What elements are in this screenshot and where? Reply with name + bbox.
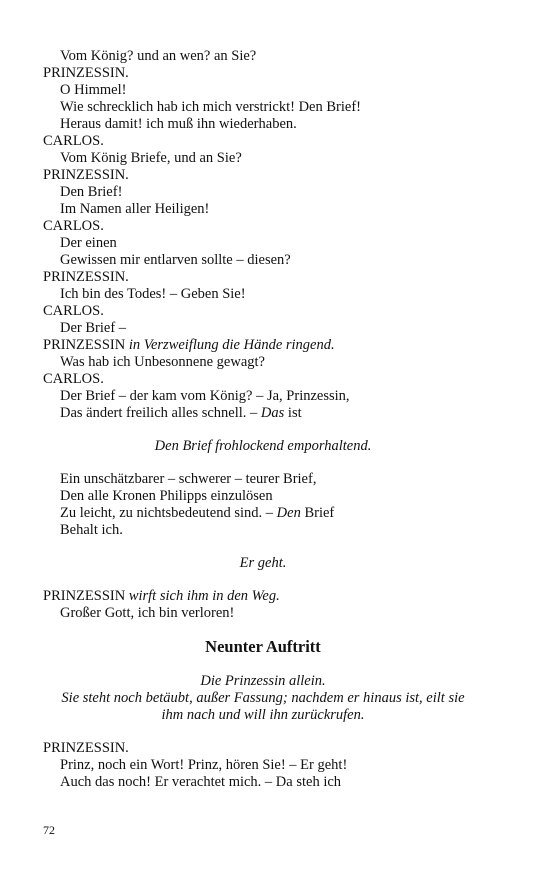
speaker-name: PRINZESSIN. [43, 269, 129, 285]
verse-line: Der Brief – der kam vom König? – Ja, Prinzessin, [60, 388, 350, 404]
verse-line: Im Namen aller Heiligen! [60, 201, 210, 217]
verse-line [60, 505, 334, 522]
verse-line [60, 405, 302, 422]
speaker-with-direction [43, 337, 335, 354]
verse-line: Auch das noch! Er verachtet mich. – Da steh ich [60, 774, 342, 790]
verse-line: Ich bin des Todes! – Geben Sie! [60, 286, 246, 302]
speaker-name: PRINZESSIN [43, 588, 129, 604]
stage-direction: ihm nach und will ihn zurückrufen. [161, 707, 365, 723]
verse-line: Vom König? und an wen? an Sie? [60, 48, 257, 64]
stage-direction: Er geht. [239, 555, 287, 571]
verse-line: Den Brief! [60, 184, 123, 200]
verse-text: ist [284, 405, 302, 421]
speaker-name: PRINZESSIN. [43, 65, 129, 81]
speaker-name: PRINZESSIN. [43, 167, 129, 183]
speaker-name: PRINZESSIN [43, 337, 129, 353]
speaker-name: CARLOS. [43, 303, 104, 319]
verse-line: O Himmel! [60, 82, 127, 98]
verse-line: Großer Gott, ich bin verloren! [60, 605, 235, 621]
speaker-name: PRINZESSIN. [43, 740, 129, 756]
verse-line: Gewissen mir entlarven sollte – diesen? [60, 252, 291, 268]
verse-line: Der Brief – [60, 320, 127, 336]
verse-line: Vom König Briefe, und an Sie? [60, 150, 242, 166]
speaker-name: CARLOS. [43, 133, 104, 149]
verse-text: Das ändert freilich alles schnell. – [60, 405, 261, 421]
verse-line: Heraus damit! ich muß ihn wiederhaben. [60, 116, 297, 132]
verse-line: Den alle Kronen Philipps einzulösen [60, 488, 273, 504]
page-number: 72 [43, 823, 55, 837]
verse-line: Prinz, noch ein Wort! Prinz, hören Sie! – Er geht! [60, 757, 348, 773]
stage-direction: Die Prinzessin allein. [200, 673, 326, 689]
stage-direction: wirft sich ihm in den Weg. [128, 588, 280, 604]
verse-line: Behalt ich. [60, 522, 123, 538]
verse-text: Brief [300, 505, 335, 521]
stage-direction: Sie steht noch betäubt, außer Fassung; nachdem er hinaus ist, eilt sie [61, 690, 465, 706]
stage-direction: Den Brief frohlockend emporhaltend. [154, 438, 372, 454]
stage-direction: in Verzweiflung die Hände ringend. [128, 337, 335, 353]
verse-text: Zu leicht, zu nichtsbedeutend sind. – [60, 505, 277, 521]
verse-line: Der einen [60, 235, 117, 251]
scene-heading: Neunter Auftritt [205, 637, 321, 656]
speaker-name: CARLOS. [43, 218, 104, 234]
verse-line: Was hab ich Unbesonnene gewagt? [60, 354, 265, 370]
emphasized-word: Den [276, 505, 301, 521]
speaker-name: CARLOS. [43, 371, 104, 387]
verse-line: Wie schrecklich hab ich mich verstrickt! Den Brief! [60, 99, 361, 115]
emphasized-word: Das [260, 405, 285, 421]
speaker-with-direction [43, 588, 280, 605]
verse-line: Ein unschätzbarer – schwerer – teurer Brief, [60, 471, 317, 487]
